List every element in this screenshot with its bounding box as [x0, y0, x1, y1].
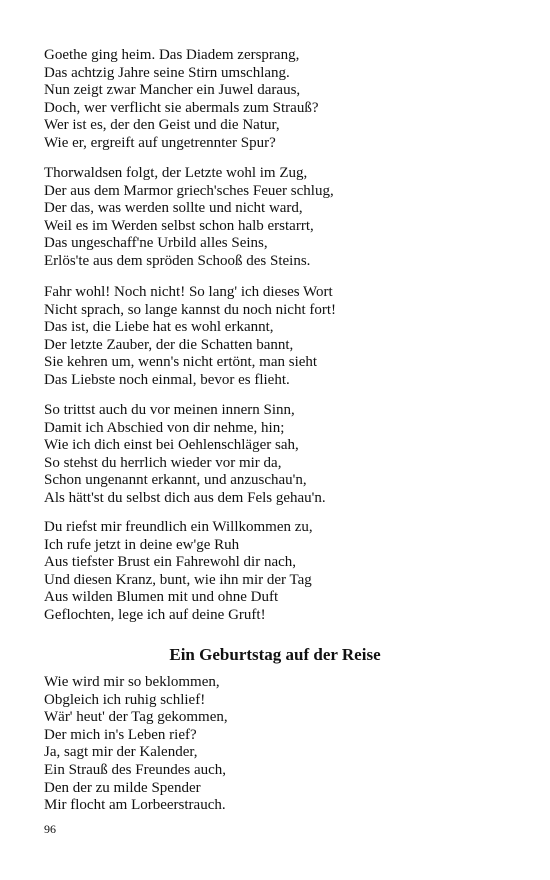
poem-line: Wie ich dich einst bei Oehlenschläger sah, — [44, 437, 299, 454]
stanza-2 — [44, 165, 334, 271]
poem-line: Als hätt'st du selbst dich aus dem Fels gehau'n. — [44, 489, 326, 506]
poem-line: Das achtzig Jahre seine Stirn umschlang. — [44, 64, 290, 81]
poem-line: Sie kehren um, wenn's nicht ertönt, man sieht — [44, 354, 318, 371]
stanza-4 — [44, 402, 326, 508]
poem-line: Ich rufe jetzt in deine ew'ge Ruh — [44, 536, 240, 553]
poem-line: Nicht sprach, so lange kannst du noch nicht fort! — [44, 301, 337, 318]
poem-line: Geflochten, lege ich auf deine Gruft! — [44, 606, 266, 623]
poem-line: Ja, sagt mir der Kalender, — [44, 744, 198, 761]
poem-line: Fahr wohl! Noch nicht! So lang' ich dieses Wort — [44, 284, 333, 300]
poem-line: So stehst du herrlich wieder vor mir da, — [44, 454, 282, 471]
poem-line: Mir flocht am Lorbeerstrauch. — [44, 797, 226, 814]
poem-line: Der das, was werden sollte und nicht ward, — [44, 200, 303, 217]
poem-line: Doch, wer verflicht sie abermals zum Strauß? — [44, 99, 319, 116]
poem-line: Aus wilden Blumen mit und ohne Duft — [44, 589, 279, 606]
poem-line: Obgleich ich ruhig schlief! — [44, 691, 206, 708]
poem-line: Nun zeigt zwar Mancher ein Juwel daraus, — [44, 82, 301, 99]
stanza-5 — [44, 519, 313, 625]
poem-line: Wie er, ergreift auf ungetrennter Spur? — [44, 134, 276, 151]
poem-line: Thorwaldsen folgt, der Letzte wohl im Zug, — [44, 165, 308, 181]
poem-line: Wär' heut' der Tag gekommen, — [44, 709, 228, 726]
poem-line: Erlös'te aus dem spröden Schooß des Steins. — [44, 252, 311, 269]
poem-line: Und diesen Kranz, bunt, wie ihn mir der Tag — [44, 571, 312, 588]
stanza-3 — [44, 284, 336, 390]
poem-line: Damit ich Abschied von dir nehme, hin; — [44, 419, 285, 436]
poem-line: So trittst auch du vor meinen innern Sinn, — [44, 402, 295, 418]
poem-line: Schon ungenannt erkannt, und anzuschau'n, — [44, 472, 307, 489]
poem-line: Aus tiefster Brust ein Fahrewohl dir nach, — [44, 554, 297, 571]
poem-line: Wie wird mir so beklommen, — [44, 674, 220, 690]
poem-line: Du riefst mir freundlich ein Willkommen zu, — [44, 519, 313, 535]
poem-title: Ein Geburtstag auf der Reise — [169, 645, 381, 664]
poem-line: Das ungeschaff'ne Urbild alles Seins, — [44, 235, 268, 252]
poem-line: Ein Strauß des Freundes auch, — [44, 761, 227, 778]
poem-line: Das Liebste noch einmal, bevor es flieht. — [44, 371, 290, 388]
poem-line: Der aus dem Marmor griech'sches Feuer schlug, — [44, 182, 334, 199]
stanza-poem2 — [44, 674, 228, 815]
poem-line: Das ist, die Liebe hat es wohl erkannt, — [44, 319, 274, 336]
poem-line: Den der zu milde Spender — [44, 779, 201, 796]
poem-line: Goethe ging heim. Das Diadem zersprang, — [44, 47, 300, 63]
stanza-1 — [44, 47, 318, 153]
page-number: 96 — [44, 822, 56, 836]
poem-line: Wer ist es, der den Geist und die Natur, — [44, 117, 280, 134]
poem-line: Weil es im Werden selbst schon halb erstarrt, — [44, 217, 314, 234]
poem-line: Der mich in's Leben rief? — [44, 726, 197, 743]
poem-line: Der letzte Zauber, der die Schatten bannt, — [44, 336, 294, 353]
